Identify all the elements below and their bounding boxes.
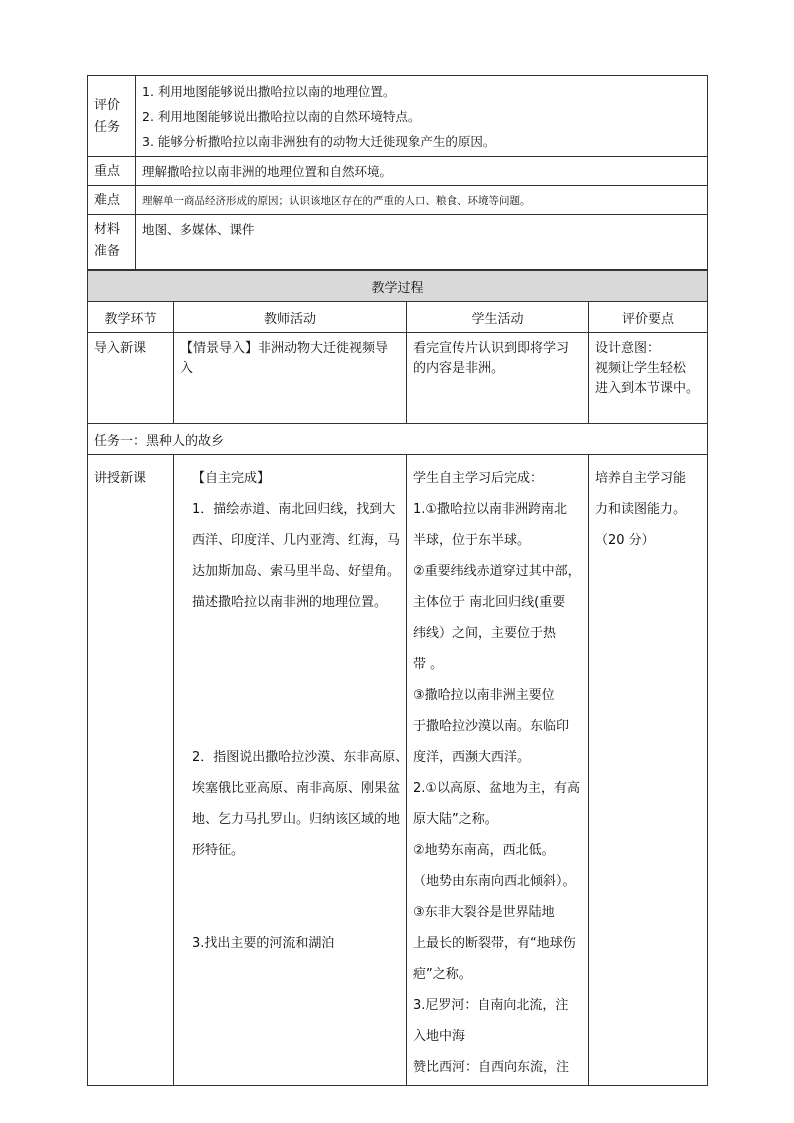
key-point-row [88,157,708,186]
intro-student: 看完宣传片认识到即将学习 的内容是非洲。 [407,333,589,424]
material-text: 地图、多媒体、课件 [136,215,708,270]
intro-eval: 设计意图： 视频让学生轻松 进入到本节课中。 [589,333,708,424]
eval-task-label: 评价 任务 [88,76,136,157]
header-eval: 评价要点 [589,302,708,333]
difficult-point-text: 理解单一商品经济形成的原因；认识该地区存在的严重的人口、粮食、环境等问题。 [136,186,708,215]
process-title: 教学过程 [88,271,708,302]
task1-title: 任务一：黑种人的故乡 [88,424,708,455]
eval-item: 1. 利用地图能够说出撒哈拉以南的地理位置。 [142,84,396,99]
material-row [88,215,708,270]
lecture-stage: 讲授新课 [88,455,174,1086]
difficult-point-label: 难点 [88,186,136,215]
intro-row [88,333,708,424]
header-student: 学生活动 [407,302,589,333]
lecture-teacher: 【自主完成】 1．描绘赤道、南北回归线，找到大 西洋、印度洋、几内亚湾、红海，马 达加斯加岛、索马里半岛、好望角。 描述撒哈拉以南非洲的地理位置。 2．指图说出撒哈拉沙漠、东非高原、 埃塞俄比亚高原、南非高原、刚果盆 地、乞力马扎罗山。归纳该区域的地 形特征。 3.找出主要的河流和湖泊 [174,455,407,1086]
key-point-label: 重点 [88,157,136,186]
header-stage: 教学环节 [88,302,174,333]
header-teacher: 教师活动 [174,302,407,333]
eval-task-items [136,76,708,157]
eval-item: 3. 能够分析撒哈拉以南非洲独有的动物大迁徙现象产生的原因。 [142,134,496,149]
process-header-row [88,302,708,333]
process-table [87,270,708,1086]
eval-item: 2. 利用地图能够说出撒哈拉以南的自然环境特点。 [142,109,421,124]
lecture-eval: 培养自主学习能 力和读图能力。 （20 分） [589,455,708,1086]
key-point-text: 理解撒哈拉以南非洲的地理位置和自然环境。 [136,157,708,186]
process-title-row [88,271,708,302]
difficult-point-row [88,186,708,215]
lesson-plan-table [87,75,707,1086]
task1-row [88,424,708,455]
objectives-table [87,75,708,270]
lecture-student: 学生自主学习后完成： 1.①撒哈拉以南非洲跨南北 半球，位于东半球。 ②重要纬线赤道穿过其中部， 主体位于 南北回归线(重要 纬线）之间，主要位于热 带 。 ③撒哈拉以南非洲主要位 于撒哈拉沙漠以南。东临印 度洋，西濒大西洋。 2.①以高原、盆地为主，有高 原大陆”之称。 ②地势东南高，西北低。 （地势由东南向西北倾斜）。 ③东非大裂谷是世界陆地 上最长的断裂带，有“地球伤 疤”之称。 3.尼罗河：自南向北流，注 入地中海 赞比西河：自西向东流，注 [407,455,589,1086]
intro-teacher: 【情景导入】非洲动物大迁徙视频导 入 [174,333,407,424]
lecture-row [88,455,708,1086]
material-label: 材料 准备 [88,215,136,270]
eval-task-row [88,76,708,157]
intro-stage: 导入新课 [88,333,174,424]
